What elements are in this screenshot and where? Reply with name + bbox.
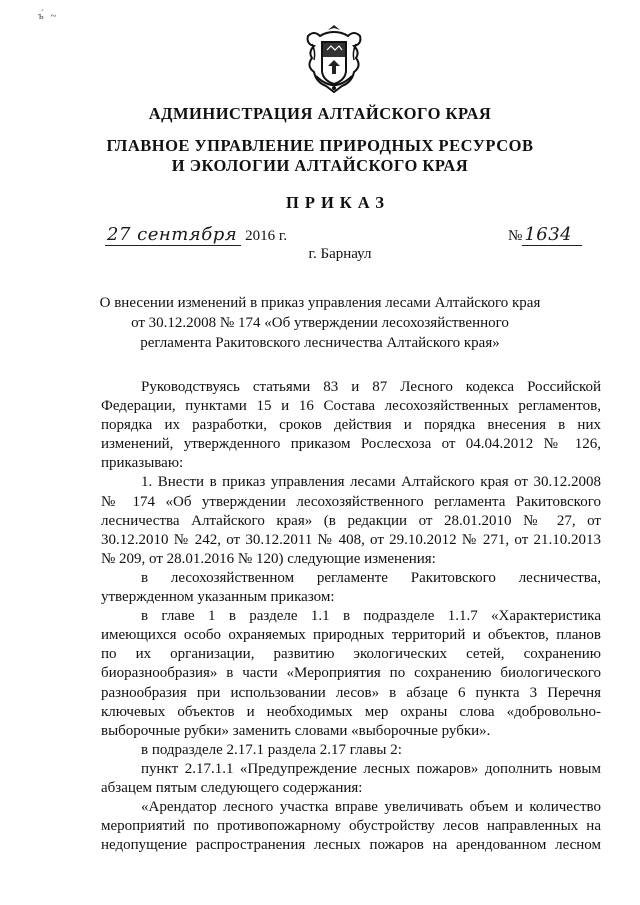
city: г. Барнаул (308, 246, 372, 262)
body-line: в главе 1 в разделе 1.1 в подразделе 1.1.7 «Характеристика (141, 608, 601, 625)
body-line: приказываю: (101, 455, 184, 472)
body-line: ключевых объектов и необходимых мер охраны слова «добровольно- (101, 703, 601, 720)
order-subject (0, 293, 640, 353)
document-type: ПРИКАЗ (286, 193, 390, 212)
body-line: «Арендатор лесного участка вправе увеличивать объем и количество (141, 799, 601, 816)
body-line: порядка их разработки, сроков действия и порядка внесения в них (101, 417, 601, 434)
body-line: лесничества Алтайского края» (в редакции от 28.01.2010 № 27, от (101, 512, 601, 529)
body-line: выборочные рубки» заменить словами «выборочные рубки». (101, 722, 491, 739)
body-line: имеющихся особо охраняемых природных территорий и объектов, планов (101, 627, 601, 644)
department-title-line2: И ЭКОЛОГИИ АЛТАЙСКОГО КРАЯ (171, 156, 469, 175)
body-line: абзацем пятым следующего содержания: (101, 779, 363, 796)
body-line: пункт 2.17.1.1 «Предупреждение лесных пожаров» дополнить новым (141, 760, 601, 777)
body-line: в лесохозяйственном регламенте Ракитовского лесничества, (141, 569, 601, 586)
body-line: Руководствуясь статьями 83 и 87 Лесного кодекса Российской (141, 379, 601, 395)
order-body (101, 378, 601, 855)
body-line: биоразнообразия» в части «Мероприятия по сохранению биологического (101, 665, 601, 682)
body-line: изменений, утвержденного приказом Рослесхоза от 04.04.2012 № 126, (101, 436, 601, 453)
subject-line: от 30.12.2008 № 174 «Об утверждении лесохозяйственного (131, 315, 509, 331)
number-prefix: № (508, 228, 523, 244)
body-line: недопущение распространения лесных пожаров на арендованном лесном (101, 837, 601, 854)
body-line: по их организации, развитию экологических сетей, сохранению (101, 646, 601, 663)
order-date (105, 224, 287, 245)
corner-mark: ъ́ ~ (38, 10, 59, 22)
body-line: мероприятий по противопожарному обустройству лесов направленных на (101, 818, 601, 835)
handwritten-number: 1634 (522, 224, 582, 246)
body-line: № 174 «Об утверждении лесохозяйственного регламента Ракитовского (101, 493, 601, 510)
altai-coat-of-arms-icon (300, 22, 368, 96)
body-line: 1. Внести в приказ управления лесами Алтайского края от 30.12.2008 (141, 474, 601, 491)
date-year: 2016 г. (245, 228, 288, 244)
subject-line: О внесении изменений в приказ управления лесами Алтайского края (99, 295, 541, 311)
department-title-line1: ГЛАВНОЕ УПРАВЛЕНИЕ ПРИРОДНЫХ РЕСУРСОВ (106, 136, 534, 155)
subject-line: регламента Ракитовского лесничества Алтайского края» (140, 335, 500, 351)
body-line: утвержденном указанным приказом: (101, 589, 335, 606)
body-line: № 209, от 28.01.2016 № 120) следующие изменения: (101, 550, 436, 567)
organization-title: АДМИНИСТРАЦИЯ АЛТАЙСКОГО КРАЯ (148, 104, 492, 123)
body-line: разнообразия при использовании лесов» в абзаце 6 пункта 3 Перечня (101, 684, 601, 701)
handwritten-date: 27 сентября (105, 224, 241, 246)
body-line: Федерации, пунктами 15 и 16 Состава лесохозяйственных регламентов, (101, 398, 601, 415)
body-line: в подразделе 2.17.1 раздела 2.17 главы 2: (141, 741, 402, 758)
order-number (508, 224, 582, 245)
body-line: 30.12.2010 № 242, от 30.12.2011 № 408, от 29.10.2012 № 271, от 21.10.2013 (101, 531, 601, 548)
